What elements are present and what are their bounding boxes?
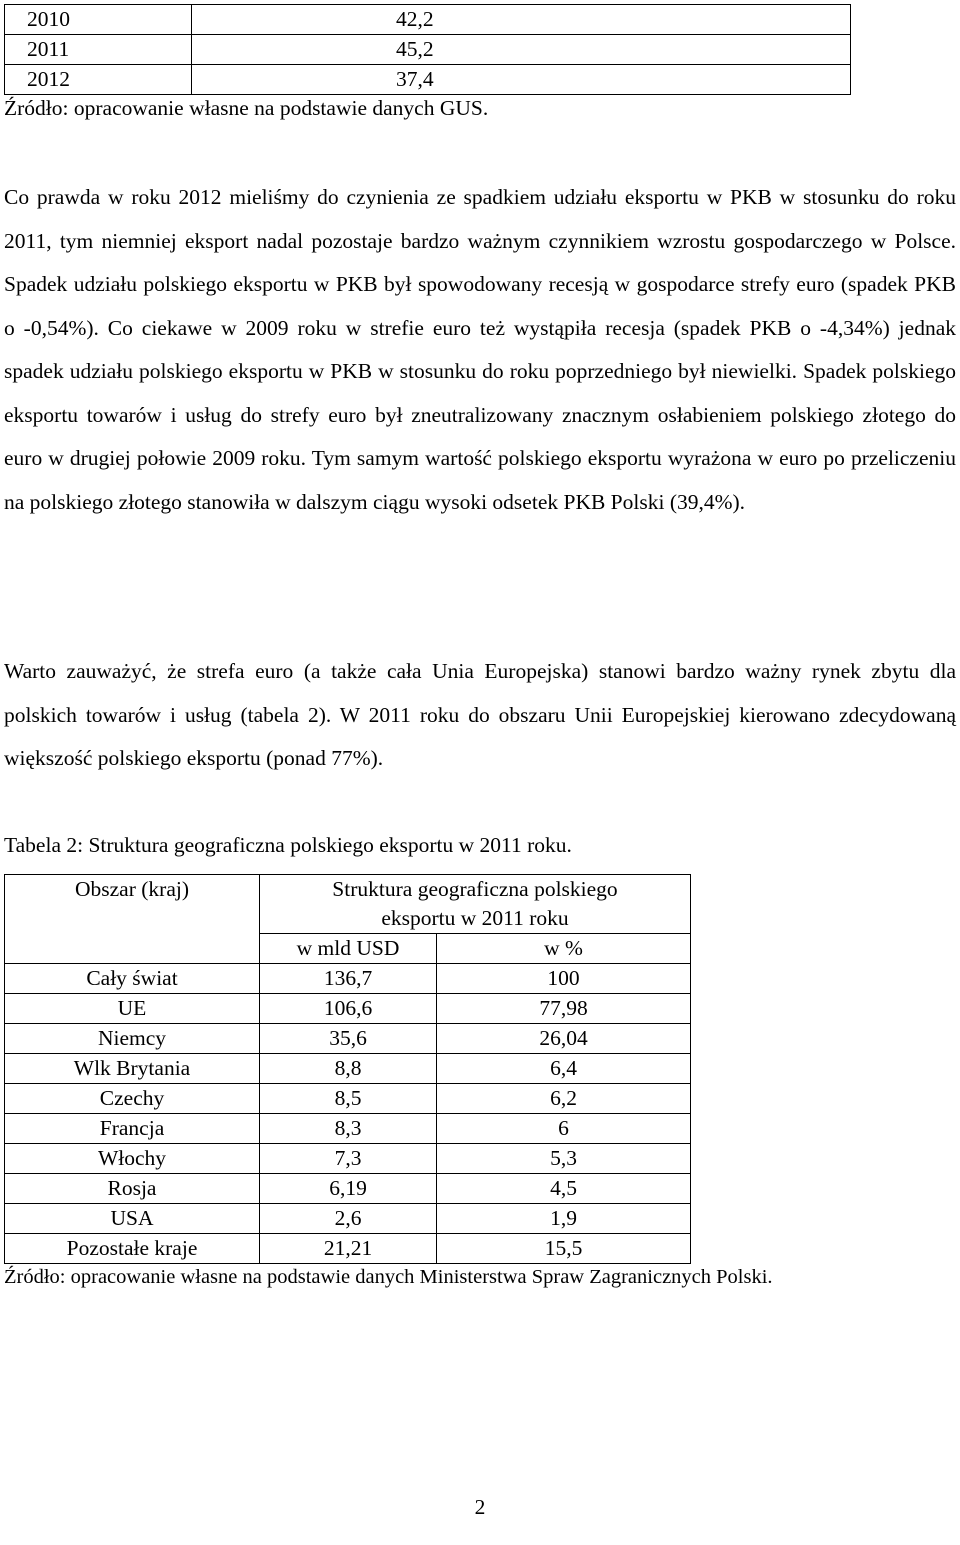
usd-cell: 7,3 — [260, 1144, 437, 1174]
pct-cell: 6,2 — [437, 1084, 691, 1114]
table-row — [5, 1204, 691, 1234]
pct-cell: 26,04 — [437, 1024, 691, 1054]
table-row — [5, 1144, 691, 1174]
table-row — [5, 5, 851, 35]
table-row — [5, 1174, 691, 1204]
page-number: 2 — [474, 1495, 486, 1519]
usd-cell: 106,6 — [260, 994, 437, 1024]
year-cell: 2012 — [5, 65, 192, 95]
usd-cell: 6,19 — [260, 1174, 437, 1204]
usd-cell: 21,21 — [260, 1234, 437, 1264]
usd-cell: 8,3 — [260, 1114, 437, 1144]
table-row — [5, 1024, 691, 1054]
top-table-source: Źródło: opracowanie własne na podstawie danych GUS. — [4, 96, 489, 120]
area-cell: Czechy — [5, 1084, 260, 1114]
area-cell: Niemcy — [5, 1024, 260, 1054]
header-structure: Struktura geograficzna polskiego eksportu w 2011 roku — [260, 875, 691, 934]
header-row — [5, 875, 691, 934]
table-row — [5, 65, 851, 95]
area-cell: Cały świat — [5, 964, 260, 994]
pct-cell: 15,5 — [437, 1234, 691, 1264]
table-row — [5, 1084, 691, 1114]
area-cell: Rosja — [5, 1174, 260, 1204]
value-cell: 45,2 — [192, 35, 851, 65]
area-cell: Wlk Brytania — [5, 1054, 260, 1084]
paragraph-eurozone-market: Warto zauważyć, że strefa euro (a także cała Unia Europejska) stanowi bardzo ważny rynek zbytu dla polskich towarów i usług (tabela 2). W 2011 roku do obszaru Unii Europejskiej kierowano zdecydowaną większość polskiego eksportu (ponad 77%). — [4, 659, 956, 770]
usd-cell: 136,7 — [260, 964, 437, 994]
pct-cell: 5,3 — [437, 1144, 691, 1174]
header-usd: w mld USD — [260, 934, 437, 964]
table-row — [5, 35, 851, 65]
area-cell: Włochy — [5, 1144, 260, 1174]
value-cell: 42,2 — [192, 5, 851, 35]
table-row — [5, 1234, 691, 1264]
header-area: Obszar (kraj) — [5, 875, 260, 964]
area-cell: Francja — [5, 1114, 260, 1144]
table-row — [5, 1114, 691, 1144]
usd-cell: 8,5 — [260, 1084, 437, 1114]
paragraph-export-share: Co prawda w roku 2012 mieliśmy do czynienia ze spadkiem udziału eksportu w PKB w stosunku do roku 2011, tym niemniej eksport nadal pozostaje bardzo ważnym czynnikiem wzrostu gospodarczego w Polsce. Spadek udziału polskiego eksportu w PKB był spowodowany recesją w gospodarce strefy euro (spadek PKB o -0,54%). Co ciekawe w 2009 roku w strefie euro też wystąpiła recesja (spadek PKB o -4,34%) jednak spadek udziału polskiego eksportu w PKB w stosunku do roku poprzedniego był niewielki. Spadek polskiego eksportu towarów i usług do strefy euro był zneutralizowany znacznym osłabieniem polskiego złotego do euro w drugiej połowie 2009 roku. Tym samym wartość polskiego eksportu wyrażona w euro po przeliczeniu na polskiego złotego stanowiła w dalszym ciągu wysoki odsetek PKB Polski (39,4%). — [4, 185, 956, 514]
table2-caption: Tabela 2: Struktura geograficzna polskiego eksportu w 2011 roku. — [4, 833, 572, 857]
header-pct: w % — [437, 934, 691, 964]
pct-cell: 1,9 — [437, 1204, 691, 1234]
usd-cell: 35,6 — [260, 1024, 437, 1054]
pct-cell: 6 — [437, 1114, 691, 1144]
table-row — [5, 964, 691, 994]
pct-cell: 77,98 — [437, 994, 691, 1024]
year-cell: 2010 — [5, 5, 192, 35]
export-structure-table — [4, 874, 691, 1264]
pct-cell: 100 — [437, 964, 691, 994]
top-data-table — [4, 4, 851, 95]
usd-cell: 2,6 — [260, 1204, 437, 1234]
area-cell: Pozostałe kraje — [5, 1234, 260, 1264]
table-row — [5, 994, 691, 1024]
table-row — [5, 1054, 691, 1084]
table2-source: Źródło: opracowanie własne na podstawie danych Ministerstwa Spraw Zagranicznych Polski. — [4, 1266, 773, 1288]
pct-cell: 6,4 — [437, 1054, 691, 1084]
usd-cell: 8,8 — [260, 1054, 437, 1084]
pct-cell: 4,5 — [437, 1174, 691, 1204]
year-cell: 2011 — [5, 35, 192, 65]
area-cell: UE — [5, 994, 260, 1024]
area-cell: USA — [5, 1204, 260, 1234]
value-cell: 37,4 — [192, 65, 851, 95]
